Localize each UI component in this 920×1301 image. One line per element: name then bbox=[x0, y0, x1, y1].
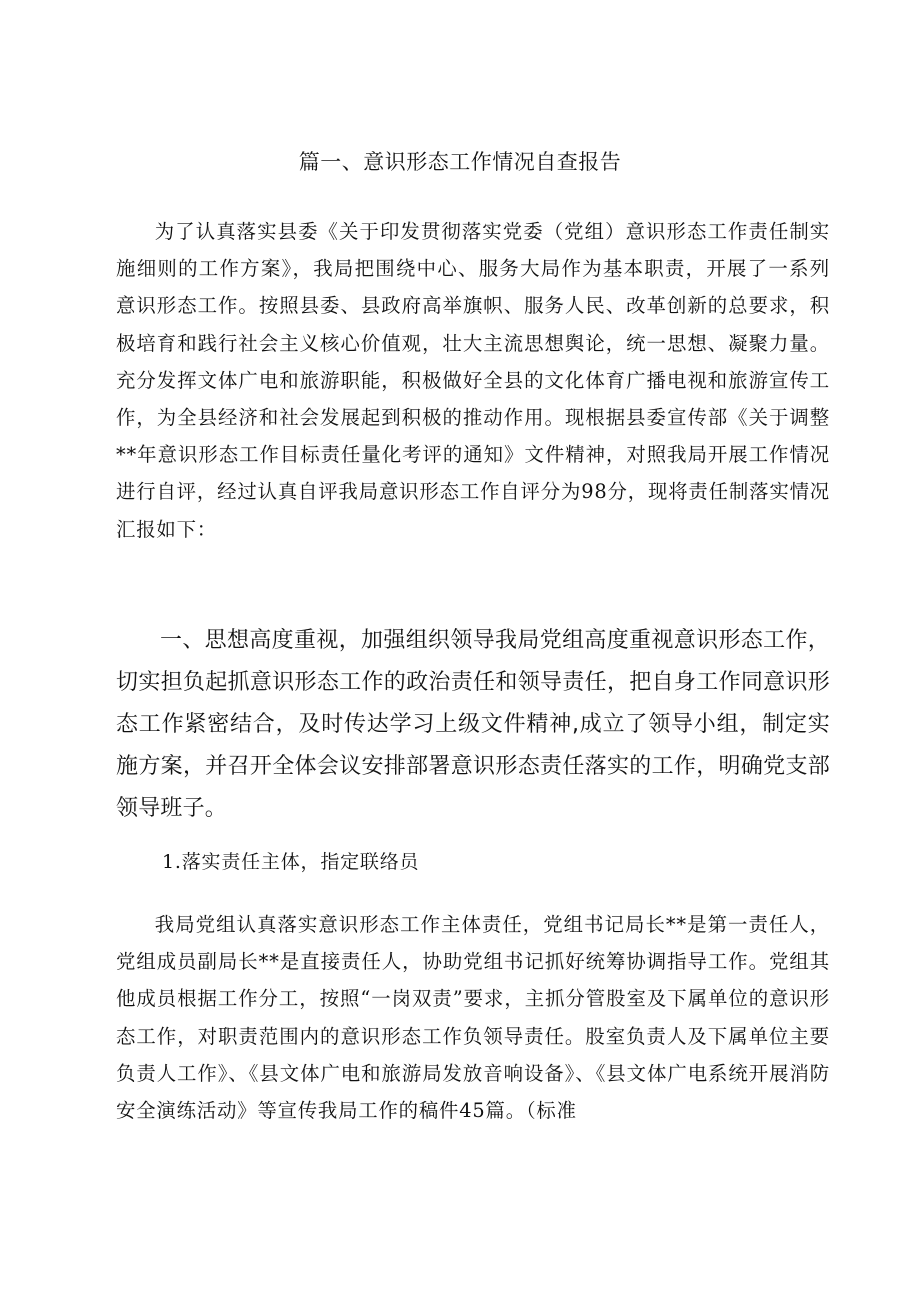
section-heading-paragraph: 一、思想高度重视，加强组织领导我局党组高度重视意识形态工作，切实担负起抓意识形态工作的政治责任和领导责任，把自身工作同意识形态工作紧密结合，及时传达学习上级文件精神,成立了领导小组，制定实施方案，并召开全体会议安排部署意识形态责任落实的工作，明确党支部领导班子。 bbox=[116, 628, 830, 821]
body-paragraph-intro: 为了认真落实县委《关于印发贯彻落实党委（党组）意识形态工作责任制实施细则的工作方案》，我局把围绕中心、服务大局作为基本职责，开展了一系列意识形态工作。按照县委、县政府高举旗帜、服务人民、改革创新的总要求，积极培育和践行社会主义核心价值观，壮大主流思想舆论，统一思想、凝聚力量。充分发挥文体广电和旅游职能，积极做好全县的文化体育广播电视和旅游宣传工作，为全县经济和社会发展起到积极的推动作用。现根据县委宣传部《关于调整**年意识形态工作目标责任量化考评的通知》文件精神，对照我局开展工作情况进行自评，经过认真自评我局意识形态工作自评分为98分，现将责任制落实情况汇报如下： bbox=[116, 220, 830, 541]
subheading-responsibility: 1.落实责任主体，指定联络员 bbox=[162, 851, 420, 873]
document-title: 篇一、意识形态工作情况自查报告 bbox=[298, 150, 622, 174]
body-paragraph-responsibility: 我局党组认真落实意识形态工作主体责任，党组书记局长**是第一责任人，党组成员副局长**是直接责任人，协助党组书记抓好统筹协调指导工作。党组其他成员根据工作分工，按照“一岗双责”要求，主抓分管股室及下属单位的意识形态工作，对职责范围内的意识形态工作负领导责任。股室负责人及下属单位主要负责人工作》、《县文体广电和旅游局发放音响设备》、《县文体广电系统开展消防安全演练活动》等宣传我局工作的稿件45篇。（标准 bbox=[116, 913, 830, 1123]
